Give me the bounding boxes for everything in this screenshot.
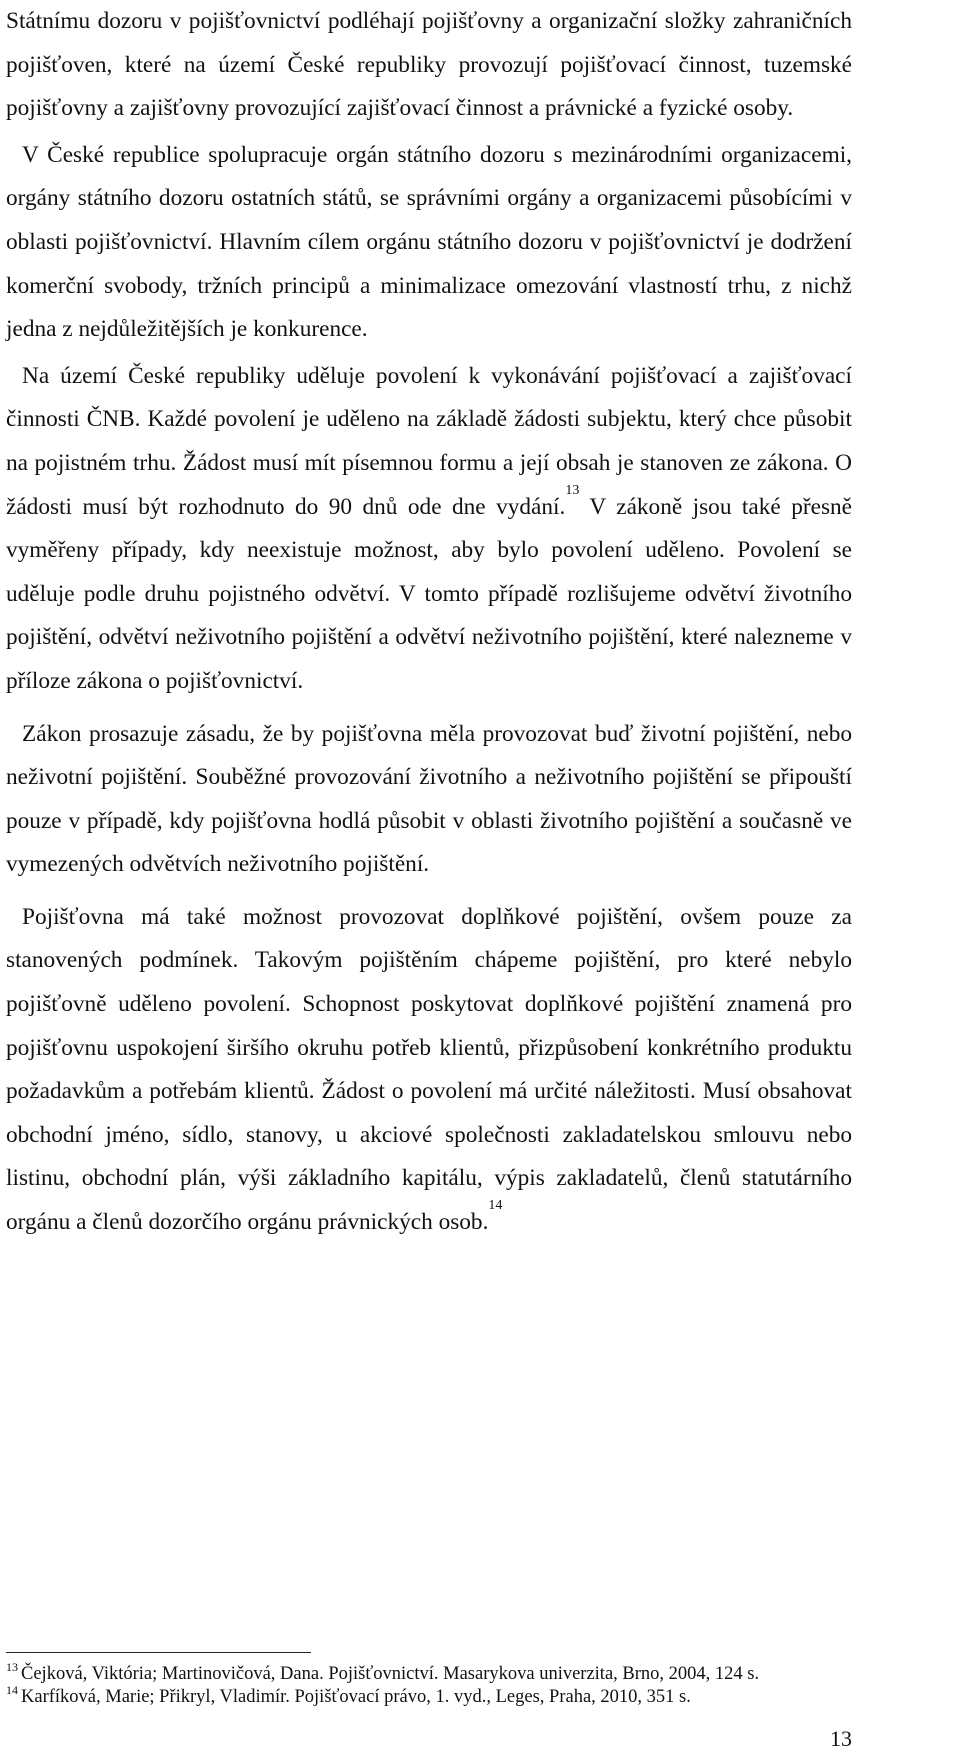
- paragraph-text: V zákoně jsou také přesně vyměřeny případy, kdy neexistuje možnost, aby bylo povolení uděleno. Povolení se uděluje podle druhu pojistného odvětví. V tomto případě rozlišujeme odvětví životního pojištění, odvětví neživotního pojištění a odvětví neživotního pojištění, které nalezneme v příloze zákona o pojišťovnictví.: [6, 493, 852, 694]
- footnote-13: [6, 1660, 852, 1686]
- paragraph-state-supervision-scope: [6, 0, 852, 131]
- footnote-text: Karfíková, Marie; Přikryl, Vladimír. Pojišťovací právo, 1. vyd., Leges, Praha, 2010, 351 s.: [21, 1687, 691, 1707]
- paragraph-text: Státnímu dozoru v pojišťovnictví podléhají pojišťovny a organizační složky zahraničních pojišťoven, které na území České republiky provozují pojišťovací činnost, tuzemské pojišťovny a zajišťovny provozující zajišťovací činnost a právnické a fyzické osoby.: [6, 8, 852, 122]
- page-number: 13: [830, 1726, 852, 1751]
- footnotes-section: [6, 1652, 852, 1709]
- footnote-reference-13[interactable]: 13: [565, 482, 580, 498]
- paragraph-cooperation: [6, 134, 852, 352]
- footnote-reference-14[interactable]: 14: [488, 1198, 503, 1214]
- paragraph-life-nonlife-principle: [6, 713, 852, 887]
- paragraph-supplementary-insurance: [6, 896, 852, 1245]
- paragraph-text: Pojišťovna má také možnost provozovat doplňkové pojištění, ovšem pouze za stanovených podmínek. Takovým pojištěním chápeme pojištění, pro které nebylo pojišťovně uděleno povolení. Schopnost poskytovat doplňkové pojištění znamená pro pojišťovnu uspokojení širšího okruhu potřeb klientů, přizpůsobení konkrétního produktu požadavkům a potřebám klientů. Žádost o povolení má určité náležitosti. Musí obsahovat obchodní jméno, sídlo, stanovy, u akciové společnosti zakladatelskou smlouvu nebo listinu, obchodní plán, výši základního kapitálu, výpis zakladatelů, členů statutárního orgánu a členů dozorčího orgánu právnických osob.: [6, 903, 852, 1236]
- footnote-14: [6, 1683, 852, 1709]
- paragraph-text: V České republice spolupracuje orgán státního dozoru s mezinárodními organizacemi, orgány státního dozoru ostatních států, se správními orgány a organizacemi působícími v oblasti pojišťovnictví. Hlavním cílem orgánu státního dozoru v pojišťovnictví je dodržení komerční svobody, tržních principů a minimalizace omezování vlastností trhu, z nichž jedna z nejdůležitějších je konkurence.: [6, 141, 852, 343]
- footnote-number: 13: [6, 1660, 18, 1674]
- footnote-separator: [6, 1652, 311, 1653]
- paragraph-text: Na území České republiky uděluje povolení k vykonávání pojišťovací a zajišťovací činnosti ČNB. Každé povolení je uděleno na základě žádosti subjektu, který chce působit na pojistném trhu. Žádost musí mít písemnou formu a její obsah je stanoven ze zákona. O žádosti musí být rozhodnuto do 90 dnů ode dne vydání.: [6, 362, 852, 520]
- paragraph-licensing: [6, 355, 852, 704]
- document-body: [6, 0, 852, 1245]
- footnote-text: Čejková, Viktória; Martinovičová, Dana. Pojišťovnictví. Masarykova univerzita, Brno, 2004, 124 s.: [21, 1664, 760, 1684]
- paragraph-text: Zákon prosazuje zásadu, že by pojišťovna měla provozovat buď životní pojištění, nebo neživotní pojištění. Souběžné provozování životního a neživotního pojištění se připouští pouze v případě, kdy pojišťovna hodlá působit v oblasti životního pojištění a současně ve vymezených odvětvích neživotního pojištění.: [6, 720, 852, 878]
- footnote-number: 14: [6, 1683, 18, 1697]
